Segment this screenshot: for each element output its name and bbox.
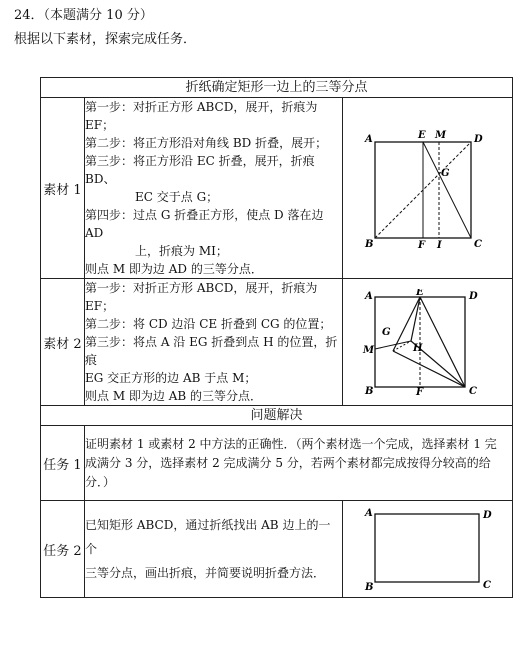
segment-mh (375, 341, 411, 349)
task2-text (85, 501, 343, 598)
task1-line1: 证明素材 1 或素材 2 中方法的正确性．（两个素材选一个完成，选择素材 1 完 (85, 436, 497, 451)
label-a: A (364, 508, 373, 519)
label-c: C (482, 580, 491, 591)
segment-ec (423, 142, 471, 238)
label-e: E (415, 289, 424, 298)
material2-figure (353, 289, 503, 395)
label-m: M (434, 130, 446, 141)
task2-line1: 已知矩形 ABCD，通过折纸找出 AB 边上的一个 (85, 518, 331, 556)
task1-label: 任务 1 (41, 426, 85, 501)
material1-step4: 第四步：过点 G 折叠正方形，使点 D 落在边 AD (85, 208, 324, 240)
label-b: B (364, 386, 373, 395)
question-intro: 根据以下素材，探索完成任务． (14, 32, 197, 47)
label-c: C (468, 386, 477, 395)
material1-step3: 第三步：将正方形沿 EC 折叠，展开，折痕 BD、 (85, 154, 315, 186)
label-d: D (468, 291, 478, 302)
material2-row (41, 279, 513, 406)
label-b: B (364, 239, 373, 248)
table-title-row (41, 78, 513, 98)
task2-line2: 三等分点，画出折痕，并简要说明折叠方法． (85, 566, 326, 580)
material2-step2: 第二步：将 CD 边沿 CE 折叠到 CG 的位置； (85, 317, 332, 331)
material2-step3: 第三步：将点 A 沿 EG 折叠到点 H 的位置，折痕 (85, 335, 338, 367)
task2-row (41, 501, 513, 598)
task2-figure-cell (343, 501, 513, 598)
label-c: C (473, 239, 482, 248)
task1-line2: 成满分 3 分，选择素材 2 完成满分 5 分，若两个素材都完成按得分较高的给 (85, 455, 491, 470)
label-g: G (381, 327, 391, 338)
rectangle-abcd (375, 514, 479, 582)
material1-step3-cont: EC 交于点 G； (135, 190, 219, 204)
problem-title: 问题解决 (41, 406, 513, 426)
task1-text (85, 426, 513, 501)
task2-label: 任务 2 (41, 501, 85, 598)
label-f: F (417, 240, 425, 248)
task1-line3: 分．） (85, 474, 116, 489)
material1-conclusion: 则点 M 即为边 AD 的三等分点． (85, 262, 263, 276)
material1-label: 素材 1 (41, 98, 85, 279)
table-title: 折纸确定矩形一边上的三等分点 (41, 78, 513, 98)
segment-eh (411, 297, 420, 341)
material1-figure (353, 128, 503, 248)
label-g: G (440, 168, 450, 179)
label-d: D (473, 134, 483, 145)
material2-figure-cell (343, 279, 513, 406)
label-e: E (417, 130, 426, 141)
label-a: A (364, 291, 373, 302)
material2-conclusion: 则点 M 即为边 AB 的三等分点． (85, 389, 263, 403)
problem-title-row (41, 406, 513, 426)
materials-table (40, 77, 513, 598)
label-m: M (362, 345, 374, 356)
material1-row (41, 98, 513, 279)
question-header: 24．（本题满分 10 分） (14, 8, 153, 23)
label-a: A (364, 134, 373, 145)
material1-step2: 第二步：将正方形沿对角线 BD 折叠，展开； (85, 136, 328, 150)
label-h: H (412, 343, 422, 354)
label-d: D (482, 510, 492, 521)
material2-step3-cont: EG 交正方形的边 AB 于点 M； (85, 371, 257, 385)
label-b: B (364, 582, 373, 592)
material2-label: 素材 2 (41, 279, 85, 406)
segment-ec (420, 297, 465, 387)
label-f: F (415, 387, 423, 395)
material1-step4-cont: 上，折痕为 MI； (135, 244, 228, 258)
task1-row (41, 426, 513, 501)
material1-figure-cell (343, 98, 513, 279)
material1-step1: 第一步：对折正方形 ABCD，展开，折痕为 EF； (85, 100, 318, 132)
material2-step1: 第一步：对折正方形 ABCD，展开，折痕为 EF； (85, 281, 318, 313)
label-i: I (436, 240, 442, 248)
material2-steps (85, 279, 343, 406)
task2-figure (353, 506, 503, 592)
material1-steps (85, 98, 343, 279)
